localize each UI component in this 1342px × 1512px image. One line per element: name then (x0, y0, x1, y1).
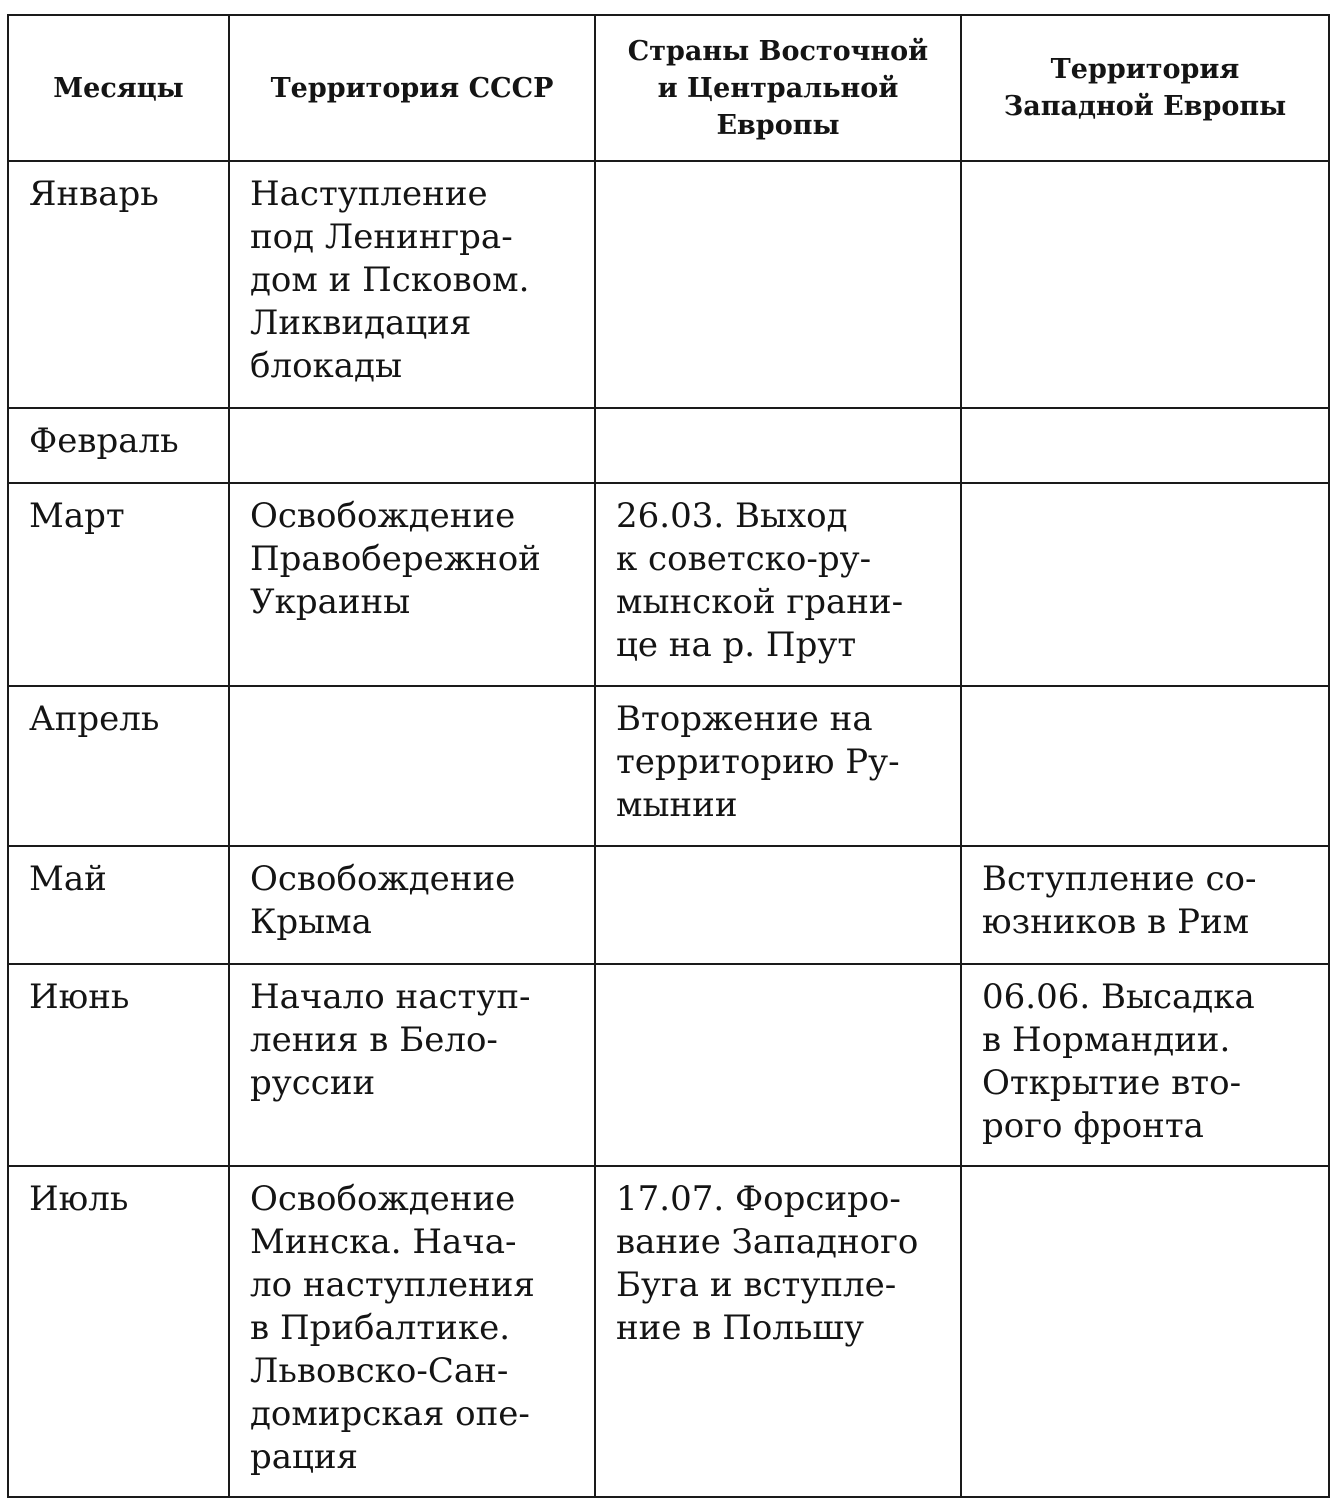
west-cell (961, 408, 1329, 483)
month-cell: Апрель (8, 686, 229, 846)
header-months: Месяцы (8, 15, 229, 161)
table-row (8, 964, 1329, 1166)
east-central-cell: 26.03. Выход к советско-ру- мынской грани- це на р. Прут (595, 483, 961, 686)
east-central-cell (595, 161, 961, 408)
events-table (7, 14, 1330, 1498)
header-row (8, 15, 1329, 161)
month-cell: Июль (8, 1166, 229, 1497)
ussr-cell: Освобождение Правобережной Украины (229, 483, 595, 686)
west-cell (961, 1166, 1329, 1497)
west-cell: Вступление со- юзников в Рим (961, 846, 1329, 964)
west-cell (961, 686, 1329, 846)
ussr-cell: Освобождение Минска. Нача- ло наступления в Прибалтике. Львовско-Сан- домирская опе- рация (229, 1166, 595, 1497)
ussr-cell: Начало наступ- ления в Бело- руссии (229, 964, 595, 1166)
west-cell (961, 483, 1329, 686)
east-central-cell (595, 846, 961, 964)
table-row (8, 408, 1329, 483)
east-central-cell (595, 964, 961, 1166)
ussr-cell: Освобождение Крыма (229, 846, 595, 964)
header-ussr: Территория СССР (229, 15, 595, 161)
west-cell (961, 161, 1329, 408)
table-row (8, 161, 1329, 408)
table-row (8, 686, 1329, 846)
month-cell: Январь (8, 161, 229, 408)
table-row (8, 483, 1329, 686)
month-cell: Февраль (8, 408, 229, 483)
west-cell: 06.06. Высадка в Нормандии. Открытие вто- рого фронта (961, 964, 1329, 1166)
month-cell: Май (8, 846, 229, 964)
ussr-cell (229, 686, 595, 846)
header-east-central: Страны Восточной и Центральной Европы (595, 15, 961, 161)
month-cell: Июнь (8, 964, 229, 1166)
east-central-cell (595, 408, 961, 483)
month-cell: Март (8, 483, 229, 686)
east-central-cell: Вторжение на территорию Ру- мынии (595, 686, 961, 846)
ussr-cell (229, 408, 595, 483)
table-row (8, 1166, 1329, 1497)
table-row (8, 846, 1329, 964)
header-west: Территория Западной Европы (961, 15, 1329, 161)
east-central-cell: 17.07. Форсиро- вание Западного Буга и вступле- ние в Польшу (595, 1166, 961, 1497)
ussr-cell: Наступление под Ленингра- дом и Псковом. Ликвидация блокады (229, 161, 595, 408)
